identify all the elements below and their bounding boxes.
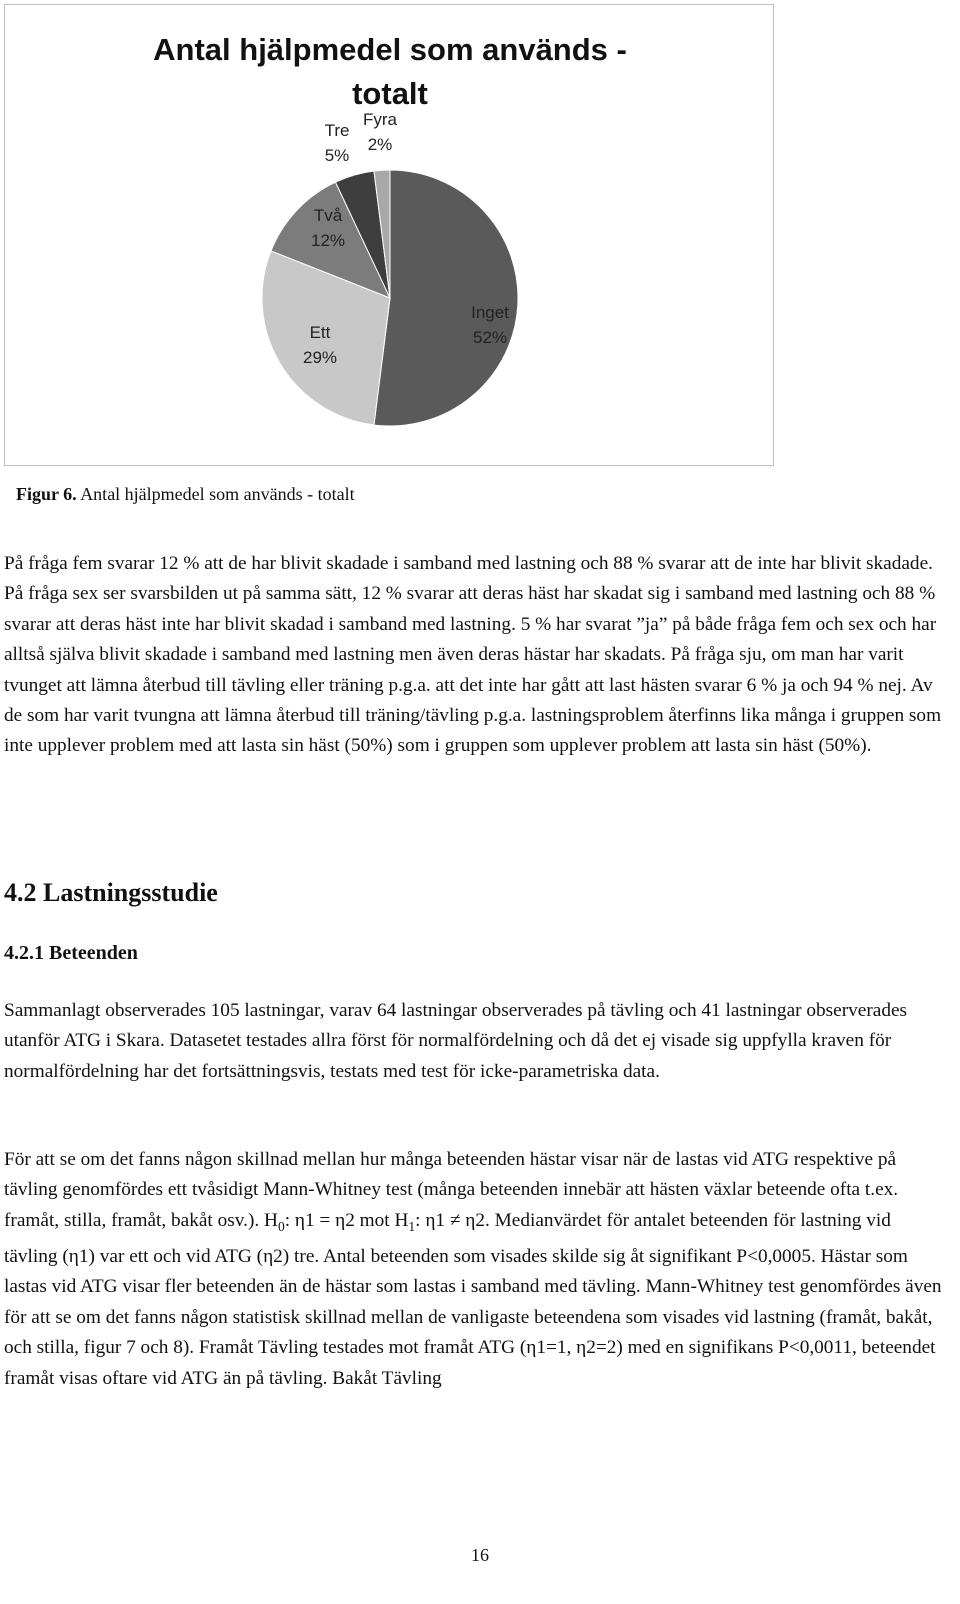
chart-title-line-1: Antal hjälpmedel som används - [153,32,627,67]
subscript-0: 0 [277,1218,285,1234]
slice-label-ett: Ett [309,323,331,342]
slice-label-tre: Tre [324,121,350,140]
pie-chart [4,4,774,466]
slice-value-tre: 5% [324,146,350,165]
slice-value-fyra: 2% [367,135,393,154]
slice-label-två: Två [313,206,343,225]
chart-title-line-2: totalt [352,76,428,111]
figure-label: Figur 6. [16,484,77,504]
para3-part-b: : η1 = η2 mot H [284,1209,409,1231]
subsection-heading: 4.2.1 Beteenden [4,942,138,964]
para3-part-c: : η1 ≠ η2. Medianvärdet för antalet beteenden för lastning vid tävling (η1) var ett och vid ATG (η2) tre. Antal beteenden som visades skilde sig åt signifikant P<0,0005. Hästar som lastas vid ATG visar fler beteenden än de hästar som lastas i samband med tävling. Mann-Whitney test genomfördes även för att se om det fanns någon statistisk skillnad mellan de vanligaste beteendena som visades vid lastning (framåt, bakåt, och stilla, figur 7 och 8). Framåt Tävling testades mot framåt ATG (η1=1, η2=2) med en signifikans P<0,0011, beteendet framåt visas oftare vid ATG än på tävling. Bakåt Tävling [4,1209,942,1389]
pie-slices [262,170,518,426]
slice-value-ett: 29% [302,348,338,367]
pie-chart-svg [5,5,773,465]
paragraph-mann-whitney [4,1145,949,1394]
section-heading: 4.2 Lastningsstudie [4,878,218,907]
paragraph-survey-results: På fråga fem svarar 12 % att de har blivit skadade i samband med lastning och 88 % svarar att de inte har blivit skadade. På fråga sex ser svarsbilden ut på samma sätt, 12 % svarar att deras häst har skadat sig i samband med lastning och 88 % svarar att deras häst inte har blivit skadad i samband med lastning. 5 % har svarat ”ja” på både fråga fem och sex och har alltså själva blivit skadade i samband med lastning men även deras hästar har skadats. På fråga sju, om man har varit tvunget att lämna återbud till tävling eller träning p.g.a. att det inte har gått att last hästen svarar 6 % ja och 94 % nej. Av de som har varit tvungna att lämna återbud till träning/tävling p.g.a. lastningsproblem återfinns lika många i gruppen som inte upplever problem med att lasta sin häst (50%) som i gruppen som upplever problem att lasta sin häst (50%). [4,553,942,757]
slice-value-inget: 52% [472,328,508,347]
subscript-1: 1 [408,1218,416,1234]
slice-value-två: 12% [310,231,346,250]
para3-part-a: För att se om det fanns någon skillnad mellan hur många beteenden hästar visar när de lastas vid ATG respektive på tävling genomfördes ett tvåsidigt Mann-Whitney test (många beteenden innebär att hästen växlar beteende ofta t.ex. framåt, stilla, framåt, bakåt osv.). H [4,1149,899,1231]
figure-caption [16,484,355,505]
page-number: 16 [471,1545,489,1565]
slice-label-inget: Inget [471,303,509,322]
pie-slice-inget [374,170,518,426]
paragraph-observations: Sammanlagt observerades 105 lastningar, varav 64 lastningar observerades på tävling och 41 lastningar observerades utanför ATG i Skara. Datasetet testades allra först för normalfördelning och då det ej visade sig uppfylla kraven för normalfördelning har det fortsättningsvis, testats med test för icke-parametriska data. [4,1000,908,1082]
figure-caption-text: Antal hjälpmedel som används - totalt [80,484,355,504]
slice-label-fyra: Fyra [363,110,397,129]
